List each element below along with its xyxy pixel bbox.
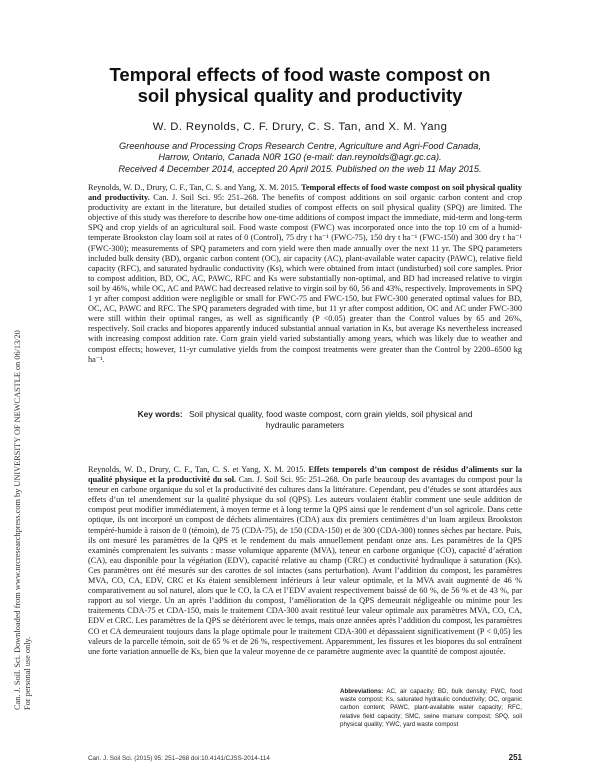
author-list: W. D. Reynolds, C. F. Drury, C. S. Tan, and X. M. Yang xyxy=(152,121,448,133)
footer-citation: Can. J. Soil Sci. (2015) 95: 251–268 doi:10.4141/CJSS-2014-114 xyxy=(88,755,270,762)
keywords-block xyxy=(88,409,522,430)
download-notice-line: Can. J. Soil. Sci. Downloaded from www.nrcresearchpress.com by UNIVERSITY OF NEWCASTLE on 06/13/20 xyxy=(13,330,22,710)
keywords-line-2: hydraulic parameters xyxy=(265,419,345,430)
abbreviations-body: AC, air capacity; BD, bulk density; FWC, food waste compost; Ks, saturated hydraulic conductivity; OC, organic carbon content; PAWC, plant-available water capacity; RFC, relative field capacity; SMC, swine manure compost; SPQ, soil physical quality; YWC, yard waste compost xyxy=(340,688,522,728)
keywords-line-1: Soil physical quality, food waste compost, corn grain yields, soil physical and xyxy=(189,409,473,419)
affiliation-address: Harrow, Ontario, Canada N0R 1G0 (e-mail: dan.reynolds@agr.gc.ca). xyxy=(158,152,442,163)
affiliation-block xyxy=(60,141,540,175)
abbreviations-label: Abbreviations: xyxy=(340,688,384,695)
personal-use-notice: For personal use only. xyxy=(23,636,32,710)
resume-citation-authors: Reynolds, W. D., Drury, C. F., Tan, C. S. et Yang, X. M. 2015. xyxy=(88,465,309,474)
page-number: 251 xyxy=(508,753,522,762)
resume-citation-title: Effets temporels d’un compost de résidus d’aliments sur la qualité physique et la productivité du sol. xyxy=(88,465,523,485)
abstract-citation-journal: Can. J. Soil Sci. 95: 251–268. xyxy=(149,193,262,203)
keywords-label: Key words: xyxy=(137,409,183,419)
received-dates: Received 4 December 2014, accepted 20 April 2015. Published on the web 11 May 2015. xyxy=(118,163,482,174)
abstract-citation-title: Temporal effects of food waste compost on soil physical quality and productivity. xyxy=(88,183,522,203)
abstract-french xyxy=(88,465,522,657)
download-sidebar xyxy=(2,150,32,710)
download-notice xyxy=(13,150,33,710)
resume-body: On parle beaucoup des avantages du compost pour la teneur en carbone organique du sol et la productivité des cultures dans la littérature. Cependant, peu d’études se sont attardées aux effets d’un tel amendement sur la qualité physique du sol (QPS). Les auteurs voulaient établir comment une seule addition de compost peut modifier immédiatement, à moyen terme et à long terme la QPS ainsi que le rendement d’un sol agricole. Dans cette optique, ils ont incorporé un compost de déchets alimentaires (CDA) aux dix premiers centimètres d’un loam argileux Brookston tempéré-humide à raison de 0 (témoin), de 75 (CDA-75), de 150 (CDA-150) et de 300 (CDA-300) tonnes sèches par hectare. Puis, ils ont mesuré les paramètres de la QPS et le rendement du maïs annuellement pendant onze ans. Les paramètres de la QPS examinés comprenaient les suivants : masse volumique apparente (MVA), teneur en carbone organique (CO), capacité d’aération (CA), eau disponible pour la végétation (EDV), capacité relative au champ (CRC) et conductivité hydraulique à saturation (Ks). Ces paramètres ont été mesurés sur des carottes de sol intactes (sans perturbation). Avant l’addition du compost, les paramètres MVA, CO, CA, EDV, CRC et Ks étaient sensiblement inférieurs à leur valeur optimale, et la MVA avait augmenté de 46 % comparativement au sol naturel, alors que le CO, la CA et l’EDV avaient respectivement baissé de 60 %, de 56 % et de 43 %, par rapport au sol vierge. Un an après l’addition du compost, l’amélioration de la QPS demeurait négligeable ou minime pour les traitements CDA-75 et CDA-150, mais le traitement CDA-300 avait restitué leur valeur optimale aux paramètres MVA, CO, CA, EDV et CRC. Les paramètres de la QPS se détériorent avec le temps, mais onze années après l’addition du compost, les paramètres CO et CA demeuraient toujours dans la plage optimale pour le traitement CDA-300 et dépassaient significativement (P < 0,05) les valeurs de la parcelle témoin, soit de 65 % et de 26 %, respectivement. Apparemment, les fissures et les biopores du sol entraînent une forte variation annuelle de Ks, bien que la valeur moyenne de ce paramètre augmente avec la quantité de compost ajoutée. xyxy=(88,475,522,656)
abbreviations-footnote xyxy=(340,688,522,729)
abstract-citation-authors: Reynolds, W. D., Drury, C. F., Tan, C. S. and Yang, X. M. 2015. xyxy=(88,183,302,192)
affiliation-line: Greenhouse and Processing Crops Research Centre, Agriculture and Agri-Food Canada, xyxy=(119,141,481,151)
resume-citation-journal: Can. J. Soil Sci. 95: 251–268. xyxy=(236,475,343,485)
article-title xyxy=(60,64,540,106)
title-line-1: Temporal effects of food waste compost on xyxy=(109,64,491,85)
title-line-2: soil physical quality and productivity xyxy=(137,85,463,106)
abstract-english xyxy=(88,183,522,365)
abstract-body: The benefits of compost additions on soil organic carbon content and crop productivity are extant in the literature, but detailed studies of compost effects on soil physical quality (SPQ) are limited. The objective of this study was therefore to describe how one-time additions of compost impact the immediate, mid-term and long-term SPQ and crop yields of an agricultural soil. Food waste compost (FWC) was incorporated once into the top 10 cm of a humid-temperate Brookston clay loam soil at rates of 0 (Control), 75 dry t ha⁻¹ (FWC-75), 150 dry t ha⁻¹ (FWC-150) and 300 dry t ha⁻¹ (FWC-300); measurements of SPQ parameters and corn yield were then made annually over the next 11 yr. The SPQ parameters included bulk density (BD), organic carbon content (OC), air capacity (AC), plant-available water capacity (PAWC), relative field capacity (RFC), and saturated hydraulic conductivity (Ks), which were obtained from intact (undisturbed) soil core samples. Prior to compost addition, BD, OC, AC, PAWC, RFC and Ks were substantially non-optimal, and BD had increased relative to virgin soil by 46%, while OC, AC and PAWC had decreased relative to virgin soil by 60, 56 and 43%, respectively. Improvements in SPQ 1 yr after compost addition were negligible or small for FWC-75 and FWC-150, but FWC-300 generated optimal values for BD, OC, AC, PAWC and RFC. The SPQ parameters degraded with time, but 11 yr after compost addition, OC and AC under FWC-300 were still within their optimal ranges, as well as significantly (P <0.05) greater than the Control values by 65 and 26%, respectively. Soil cracks and biopores apparently induced substantial annual variation in Ks, but average Ks nevertheless increased with increasing compost addition rate. Corn grain yield varied substantially among years, which was likely due to weather and compost effects; however, 11-yr cumulative yields from the compost treatments were greater than the Control by 2200–6500 kg ha⁻¹. xyxy=(88,193,523,364)
